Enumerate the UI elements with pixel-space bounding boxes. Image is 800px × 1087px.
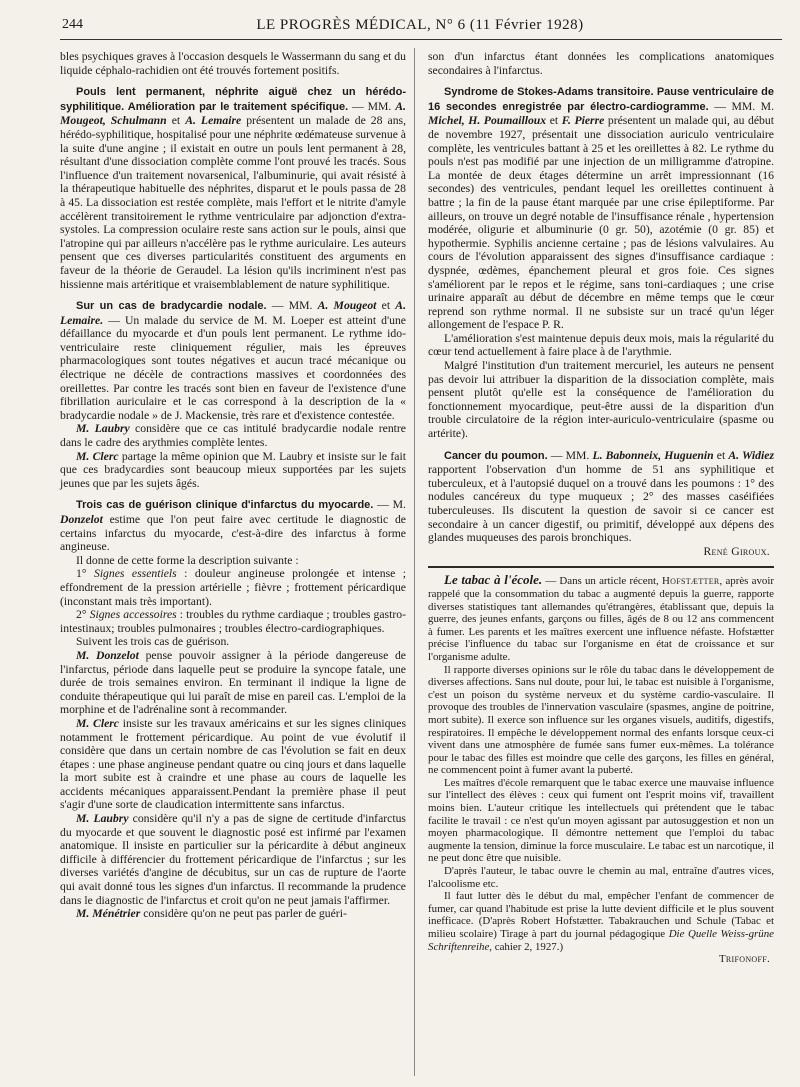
- article-authors: Michel, H. Poumailloux: [428, 114, 547, 128]
- article-authors: F. Pierre: [561, 114, 605, 128]
- continued-paragraph: son d'un infarctus étant données les complications anatomiques secondaires à l'infarctus.: [428, 50, 774, 77]
- page-header: [60, 14, 780, 36]
- article-tabac: Le tabac à l'école. — Dans un article récent, Hofstætter, après avoir rappelé que la consommation du tabac a augmenté depuis la guerre, rapporte diverses statistiques tant allemandes qu'étrangères, établissant que, depuis la guerre, des jeunes enfants, garçons ou filles, âgés de 8 ou 12 ans commencent à fumer. Les parents et les maîtres exercent une influence néfaste. Hofstætter précise l'influence du tabac sur l'organisme en état de croissance et sur l'organisme adulte. Il rapporte diverses opinions sur le rôle du tabac dans le développement de diverses affections. Sans nul doute, pour lui, le tabac est nuisible à l'organisme, c'est un poison du système nerveux et du système cardio-vasculaire. Il provoque des troubles de l'innervation vasculaire (spasmes, angine de poitrine, mort subite). Il exerce son influence sur les organes visuels, auditifs, digestifs, respiratoires. Il empêche le développement normal des enfants lorsque ceux-ci vivent dans une atmosphère de fumée sans fumer eux-mêmes. La tolérance pour le tabac des filles est moindre que celle des garçons, les filles en général, ne commencent point à fumer avant la puberté. Les maîtres d'école remarquent que le tabac exerce une mauvaise influence sur l'intellect des élèves : ceux qui fument ont l'esprit moins vif, travaillent moins bien. L'auteur critique les intellectuels qui prétendent que le tabac facilite le travail : ce n'est qu'un moyen agissant par autosuggestion et non un moyen pharmacologique. Il démontre nettement que l'emploi du tabac augmente la tension, diminue la force musculaire. Le tabac est un narcotique, il ne peut donc être que nuisible. D'après l'auteur, le tabac ouvre le chemin au mal, entraîne d'autres vices, l'alcoolisme etc. Il faut lutter dès le début du mal, empêcher l'enfant de commencer de fumer, car quand l'habitude est prise la lutte devient difficile et le plus souvent inefficace. (D'après Robert Hofstætter. Tabakrauchen und Schule (Tabac et milieu scolaire) Tirage à part du journal pédagogique Die Quelle Weiss-grüne Schriftenreihe, cahier 2, 1927.) Trifonoff.: [428, 572, 774, 966]
- article-body: estime que l'on peut faire avec certitude le diagnostic de certains infarctus du myocarde, c'est-à-dire des infarctus à forme angineuse.: [60, 513, 406, 554]
- article-body: présentent un malade qui, au début de novembre 1927, présentait une dissociation auriculo ventriculaire complète, les ventricules battant à 25 et les oreillettes à 82. Le rythme du pouls n'est pas modifié par une injection de un milligramme d'atropine. La montée de deux étages détermine un arrêt impressionnant (16 secondes) des ventricules, pendant lequel les oreillettes continuent à battre ; la fin de la pause étant marquée par une crise épileptiforme. Par ailleurs, on trouve un degré notable de l'insuffisance rénale , hypertension modérée, oligurie et albuminurie (0 gr. 50), azotémie (0 gr. 85) et hypothermie. Syphilis ancienne certaine ; pas de lésions valvulaires. Au cours de l'évolution apparaissent des signes d'insuffisance cardiaque : dyspnée, œdèmes, épanchement pleural et gros foie. Ces signes s'améliorent par le repos et le régime, sans toni-cardiaques ; une crise urinaire apparaît au début de décembre en même temps que le cœur reprend son rythme normal. Il ne subsiste sur un tracé qu'un léger allongement de l'espace P. R.: [428, 114, 774, 332]
- discussion-paragraph: M. Clerc partage la même opinion que M. Laubry et insiste sur le fait que ces bradycardies sont beaucoup mieux supportées par les sujets jeunes que par les sujets âgés.: [60, 449, 406, 490]
- body-paragraph: Il donne de cette forme la description suivante :: [76, 553, 299, 567]
- signature: René Giroux.: [703, 544, 770, 558]
- column-divider: [414, 48, 415, 1076]
- article-authors: A. Widiez: [728, 448, 775, 462]
- body-paragraph: D'après l'auteur, le tabac ouvre le chemin au mal, entraîne d'autres vices, l'alcoolisme etc.: [428, 865, 774, 890]
- article-title: Sur un cas de bradycardie nodale.: [76, 300, 267, 313]
- body-paragraph: Suivent les trois cas de guérison.: [76, 635, 230, 649]
- article-body: — Un malade du service de M. M. Loeper est atteint d'une défaillance du myocarde et d'un pouls lent permanent. Le rythme ido-ventriculaire reste cliniquement régulier, mais les épreuves pharmacologiques sont toutes négatives et aucun tracé mécanique ou électrique ne décèle de contractions massives et coordonnées des oreillettes. Par contre les tracés sont bien en faveur de l'existence d'une fibrillation auriculaire et le cas correspond à la description de la « bradycardie nodale » de J. Mackensie, très rare et d'existence contestée.: [60, 313, 406, 422]
- article-authors: Donzelot: [60, 513, 103, 526]
- body-paragraph: Il rapporte diverses opinions sur le rôle du tabac dans le développement de diverses affections. Sans nul doute, pour lui, le tabac est nuisible à l'organisme, c'est un poison du système nerveux et du système cardio-vasculaire. Il provoque des troubles de l'innervation vasculaire (spasmes, angine de poitrine, mort subite). Il exerce son influence sur les organes visuels, auditifs, digestifs, respiratoires. Il empêche le développement normal des enfants lorsque ceux-ci vivent dans une atmosphère de fumée sans fumer eux-mêmes. La tolérance pour le tabac des filles est moindre que celle des garçons, les filles en général, ne commencent point à fumer avant la puberté.: [428, 663, 774, 777]
- article-cancer-poumon: Cancer du poumon. — MM. L. Babonneix, Huguenin et A. Widiez rapportent l'observation d'un homme de 51 ans syphilitique et tuberculeux, et à l'autopsié duquel on a trouvé dans les poumons : 1° des nodules cancéreux du type muqueux ; 2° des masses caséifiées tuberculeuses. Ils discutent la question de savoir si ce cancer est secondaire à un cancer digestif, ou primitif, développé aux dépens des glandes muqueuses des parois bronchiques.: [428, 448, 775, 545]
- article-stokes-adams: Syndrome de Stokes-Adams transitoire. Pause ventriculaire de 16 secondes enregistrée par électro-cardiogramme. — MM. M. Michel, H. Poumailloux et F. Pierre présentent un malade qui, au début de novembre 1927, présentait une dissociation auriculo ventriculaire complète, les ventricules battant à 25 et les oreillettes à 82. Le rythme du pouls n'est pas modifié par une injection de un milligramme d'atropine. La montée de deux étages détermine un arrêt impressionnant (16 secondes) des ventricules, pendant lequel les oreillettes continuent à battre ; la fin de la pause étant marquée par une crise épileptiforme. Par ailleurs, on trouve un degré notable de l'insuffisance rénale , hypertension modérée, oligurie et albuminurie (0 gr. 50), azotémie (0 gr. 85) et hypothermie. Syphilis ancienne certaine ; pas de lésions valvulaires. Au cours de l'évolution apparaissent des signes d'insuffisance cardiaque : dyspnée, œdèmes, épanchement pleural et gros foie. Ces signes s'améliorent par le repos et le régime, sans toni-cardiaques ; une crise urinaire apparaît au début de décembre en même temps que le cœur reprend son rythme normal. Il ne subsiste sur un tracé qu'un léger allongement de l'espace P. R.: [428, 86, 774, 332]
- article-title: Pouls lent permanent, néphrite aiguë chez un hérédo-syphilitique. Amélioration par le traitement spécifique.: [60, 86, 406, 113]
- left-column: [60, 50, 406, 921]
- discussion-paragraph: M. Laubry considère que ce cas intitulé bradycardie nodale rentre dans le cadre des arythmies complète lentes.: [60, 422, 406, 450]
- article-body: rapportent l'observation d'un homme de 51 ans syphilitique et tuberculeux, et à l'autopsié duquel on a trouvé dans les poumons : 1° des nodules cancéreux du type muqueux ; 2° des masses caséifiées tuberculeuses. Ils discutent la question de savoir si ce cancer est secondaire à un cancer digestif, ou primitif, développé aux dépens des glandes muqueuses des parois bronchiques.: [428, 463, 774, 545]
- article-body: , après avoir rappelé que la consommation du tabac a augmenté depuis la guerre, rapporte diverses statistiques tant allemandes qu'étrangères, établissant que, depuis la guerre, des jeunes enfants, garçons ou filles, âgés de 8 ou 12 ans commencent à fumer. Les parents et les maîtres exercent une influence néfaste. Hofstætter précise l'influence du tabac sur l'organisme en état de croissance et sur l'organisme adulte.: [428, 575, 774, 663]
- article-authors: A. Lemaire: [185, 114, 242, 128]
- header-rule: [60, 39, 782, 40]
- article-bradycardie: Sur un cas de bradycardie nodale. — MM. A. Mougeot et A. Lemaire. — Un malade du service de M. M. Loeper est atteint d'une défaillance du myocarde et d'un pouls lent permanent. Le rythme ido-ventriculaire reste cliniquement régulier, mais les épreuves pharmacologiques sont toutes négatives et aucun tracé mécanique ou électrique ne décèle de contractions massives et coordonnées des oreillettes. Par contre les tracés sont bien en faveur de l'existence d'une fibrillation auriculaire et le cas correspond à la description de la « bradycardie nodale » de J. Mackensie, très rare et d'existence contestée.: [60, 299, 407, 422]
- article-body: présentent un malade de 28 ans, hérédo-syphilitique, hospitalisé pour une néphrite œdémateuse survenue à la suite d'une angine ; il existait en outre un pouls lent permanent à 28, résultant d'une dissociation complète comme l'ont prouvé les tracés. Sous l'influence d'un traitement novarsenical, l'albuminurie, qui avait résisté à la thérapeutique habituelle des néphrites, disparut et le pouls passa de 28 à 45. La dissociation est restée complète, mais l'effort et le nitrite d'amyle accélèrent transitoirement le rythme ventriculaire par adjonction d'extra-systoles. La compression oculaire reste sans action sur le pouls, ainsi que l'atropine qui par ailleurs n'accélère pas le rythme auriculaire. Les auteurs pensent que ces diverses particularités constituent des arguments en faveur de la théorie de Geraudel. La lésion qu'ils incriminent n'est pas hissienne mais artéritique et vraisemblablement de nature syphilitique.: [60, 114, 407, 291]
- body-paragraph: L'amélioration s'est maintenue depuis deux mois, mais la régularité du cœur tend actuellement à faire place à de l'arythmie.: [428, 331, 774, 359]
- article-title: Trois cas de guérison clinique d'infarctus du myocarde.: [76, 499, 374, 512]
- discussion-paragraph: M. Donzelot pense pouvoir assigner à la période dangereuse de l'infarctus, période dans laquelle peut se produire la syncope fatale, une durée de trois semaines environ. En terminant il indique la ligne de conduite thérapeutique qui lui paraît de mise en pareil cas. L'emploi de la morphine et de l'adrénaline sont à recommander.: [60, 648, 406, 717]
- article-authors: A. Mougeot, Schulmann: [60, 99, 406, 128]
- right-column: [428, 50, 774, 966]
- article-authors: Hofstætter: [661, 575, 720, 588]
- discussion-paragraph: M. Clerc insiste sur les travaux américains et sur les signes cliniques notamment le frottement péricardique. Au point de vue évolutif il considère que dans un certain nombre de cas l'évolution se fait en deux étapes : une phase angineuse pendant quatre ou cinq jours et dans laquelle la mort subite est à craindre et une phase au cours de laquelle les accidents mécaniques apparaissent.Pendant la première phase il peut s'agir d'une sorte de claudication intermittente sans infarctus.: [60, 716, 407, 812]
- list-item: 2° Signes accessoires : troubles du rythme cardiaque ; troubles gastro-intestinaux; troubles pulmonaires ; troubles électro-cardiographiques.: [60, 608, 406, 635]
- article-infarctus: Trois cas de guérison clinique d'infarctus du myocarde. — M. Donzelot estime que l'on peut faire avec certitude le diagnostic de certains infarctus du myocarde, c'est-à-dire des infarctus à forme angineuse.: [60, 498, 406, 554]
- discussion-paragraph: M. Laubry considère qu'il n'y a pas de signe de certitude d'infarctus du myocarde et que souvent le diagnostic posé est infirmé par l'examen anatomique. Il insiste en particulier sur la péricardite à début angineux difficile à différencier du frottement péricardique de l'infarctus ; sur les diverses variétés d'angine de décubitus, sur un cas de rupture de l'aorte qui avait donné tous les signes d'un infarctus. Il recommande la prudence dans le diagnostic de l'infarctus et croit qu'on ne peut jamais l'affirmer.: [60, 812, 406, 907]
- body-paragraph: Il faut lutter dès le début du mal, empêcher l'enfant de commencer de fumer, car quand l'habitude est prise la lutte devient difficile et le plus souvent inefficace. (D'après Robert Hofstætter. Tabakrauchen und Schule (Tabac et milieu scolaire) Tirage à part du journal pédagogique Die Quelle Weiss-grüne Schriftenreihe, cahier 2, 1927.): [428, 890, 774, 953]
- article-title: Cancer du poumon.: [444, 449, 548, 462]
- article-title: Le tabac à l'école.: [444, 572, 543, 588]
- article-authors: A. Lemaire.: [60, 299, 407, 327]
- body-paragraph: Les maîtres d'école remarquent que le tabac exerce une mauvaise influence sur l'intellect des élèves : ceux qui fument ont l'esprit moins vif, travaillent moins bien. L'auteur critique les intellectuels qui prétendent que le tabac facilite le travail : ce n'est qu'un moyen agissant par autosuggestion et non un moyen pharmacologique. Il démontre nettement que l'emploi du tabac augmente la tension, diminue la force musculaire. Le tabac est un narcotique, il ne peut donc être que nuisible.: [428, 776, 774, 865]
- section-rule: [428, 566, 774, 568]
- signature: Trifonoff.: [718, 953, 770, 966]
- article-pouls-lent: Pouls lent permanent, néphrite aiguë chez un hérédo-syphilitique. Amélioration par le traitement spécifique. — MM. A. Mougeot, Schulmann et A. Lemaire présentent un malade de 28 ans, hérédo-syphilitique, hospitalisé pour une néphrite œdémateuse survenue à la suite d'une angine ; il existait en outre un pouls lent permanent à 28, résultant d'une dissociation complète comme l'ont prouvé les tracés. Sous l'influence d'un traitement novarsenical, l'albuminurie, qui avait résisté à la thérapeutique habituelle des néphrites, disparut et le pouls passa de 28 à 45. La dissociation est restée complète, mais l'effort et le nitrite d'amyle accélèrent transitoirement le rythme ventriculaire par adjonction d'extra-systoles. La compression oculaire reste sans action sur le pouls, ainsi que l'atropine qui par ailleurs n'accélère pas le rythme auriculaire. Les auteurs pensent que ces diverses particularités constituent des arguments en faveur de la théorie de Geraudel. La lésion qu'ils incriminent n'est pas hissienne mais artéritique et vraisemblablement de nature syphilitique.: [60, 86, 407, 291]
- list-item: 1° Signes essentiels : douleur angineuse prolongée et intense ; effondrement de la pression artérielle ; fièvre ; frottement péricardique (inconstant mais très important).: [60, 567, 406, 608]
- running-title: LE PROGRÈS MÉDICAL, N° 6 (11 Février 1928): [256, 16, 584, 33]
- continued-paragraph: bles psychiques graves à l'occasion desquels le Wassermann du sang et du liquide céphalo-rachidien ont été trouvés fortement positifs.: [60, 50, 406, 77]
- body-paragraph: Malgré l'institution d'un traitement mercuriel, les auteurs ne pensent pas devoir lui attribuer la disparition de la dissociation complète, mais pensent plutôt qu'elle est la conséquence de l'amélioration du fonctionnement myocardique, peut-être aussi de la disparition d'un trouble circulatoire de la région inter-auriculo-ventriculaire (spasme ou artérite).: [428, 359, 774, 441]
- discussion-paragraph: M. Ménétrier considère qu'on ne peut pas parler de guéri-: [76, 907, 347, 921]
- article-authors: L. Babonneix, Huguenin: [592, 448, 714, 462]
- article-title: Syndrome de Stokes-Adams transitoire. Pause ventriculaire de 16 secondes enregistrée par électro-cardiogramme.: [428, 86, 774, 113]
- page-number: 244: [62, 17, 83, 32]
- article-authors: A. Mougeot: [317, 299, 377, 313]
